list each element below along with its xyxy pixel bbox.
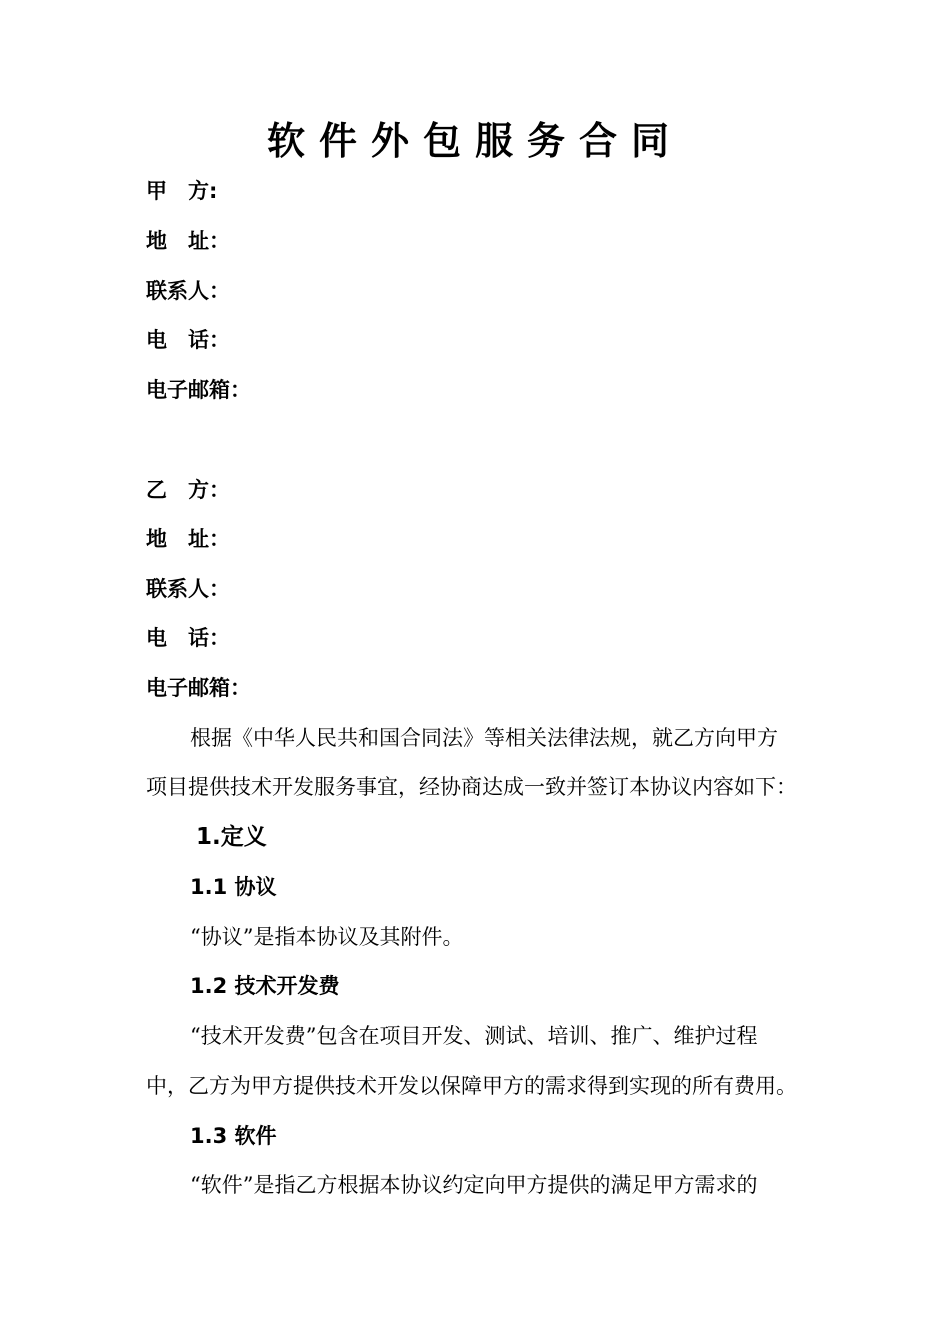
party-b-contact-label: 联系人： bbox=[146, 577, 230, 601]
party-b-label: 乙 方： bbox=[146, 478, 230, 502]
party-a-phone-label: 电 话： bbox=[146, 328, 230, 352]
section-1-2-line-2: 中，乙方为甲方提供技术开发以保障甲方的需求得到实现的所有费用。 bbox=[146, 1074, 797, 1098]
section-1-1-heading: 1.1 协议 bbox=[190, 875, 277, 899]
party-a-address-label: 地 址： bbox=[146, 229, 230, 253]
section-1-3-line-1: “软件”是指乙方根据本协议约定向甲方提供的满足甲方需求的 bbox=[190, 1173, 758, 1197]
party-a-label: 甲 方: bbox=[146, 179, 218, 203]
section-1-2-heading: 1.2 技术开发费 bbox=[190, 974, 340, 998]
intro-line-2: 项目提供技术开发服务事宜，经协商达成一致并签订本协议内容如下： bbox=[146, 775, 797, 799]
party-b-address-label: 地 址： bbox=[146, 527, 230, 551]
document-title: 软件外包服务合同 bbox=[266, 119, 683, 163]
party-a-email-label: 电子邮箱： bbox=[146, 378, 251, 402]
section-1-3-heading: 1.3 软件 bbox=[190, 1124, 277, 1148]
section-1-1-body: “协议”是指本协议及其附件。 bbox=[190, 925, 464, 949]
section-1-heading: 1.定义 bbox=[196, 824, 267, 850]
party-b-email-label: 电子邮箱： bbox=[146, 676, 251, 700]
intro-line-1: 根据《中华人民共和国合同法》等相关法律法规，就乙方向甲方 bbox=[190, 726, 778, 750]
party-a-contact-label: 联系人： bbox=[146, 279, 230, 303]
section-1-2-line-1: “技术开发费”包含在项目开发、测试、培训、推广、维护过程 bbox=[190, 1024, 758, 1048]
party-b-phone-label: 电 话： bbox=[146, 626, 230, 650]
